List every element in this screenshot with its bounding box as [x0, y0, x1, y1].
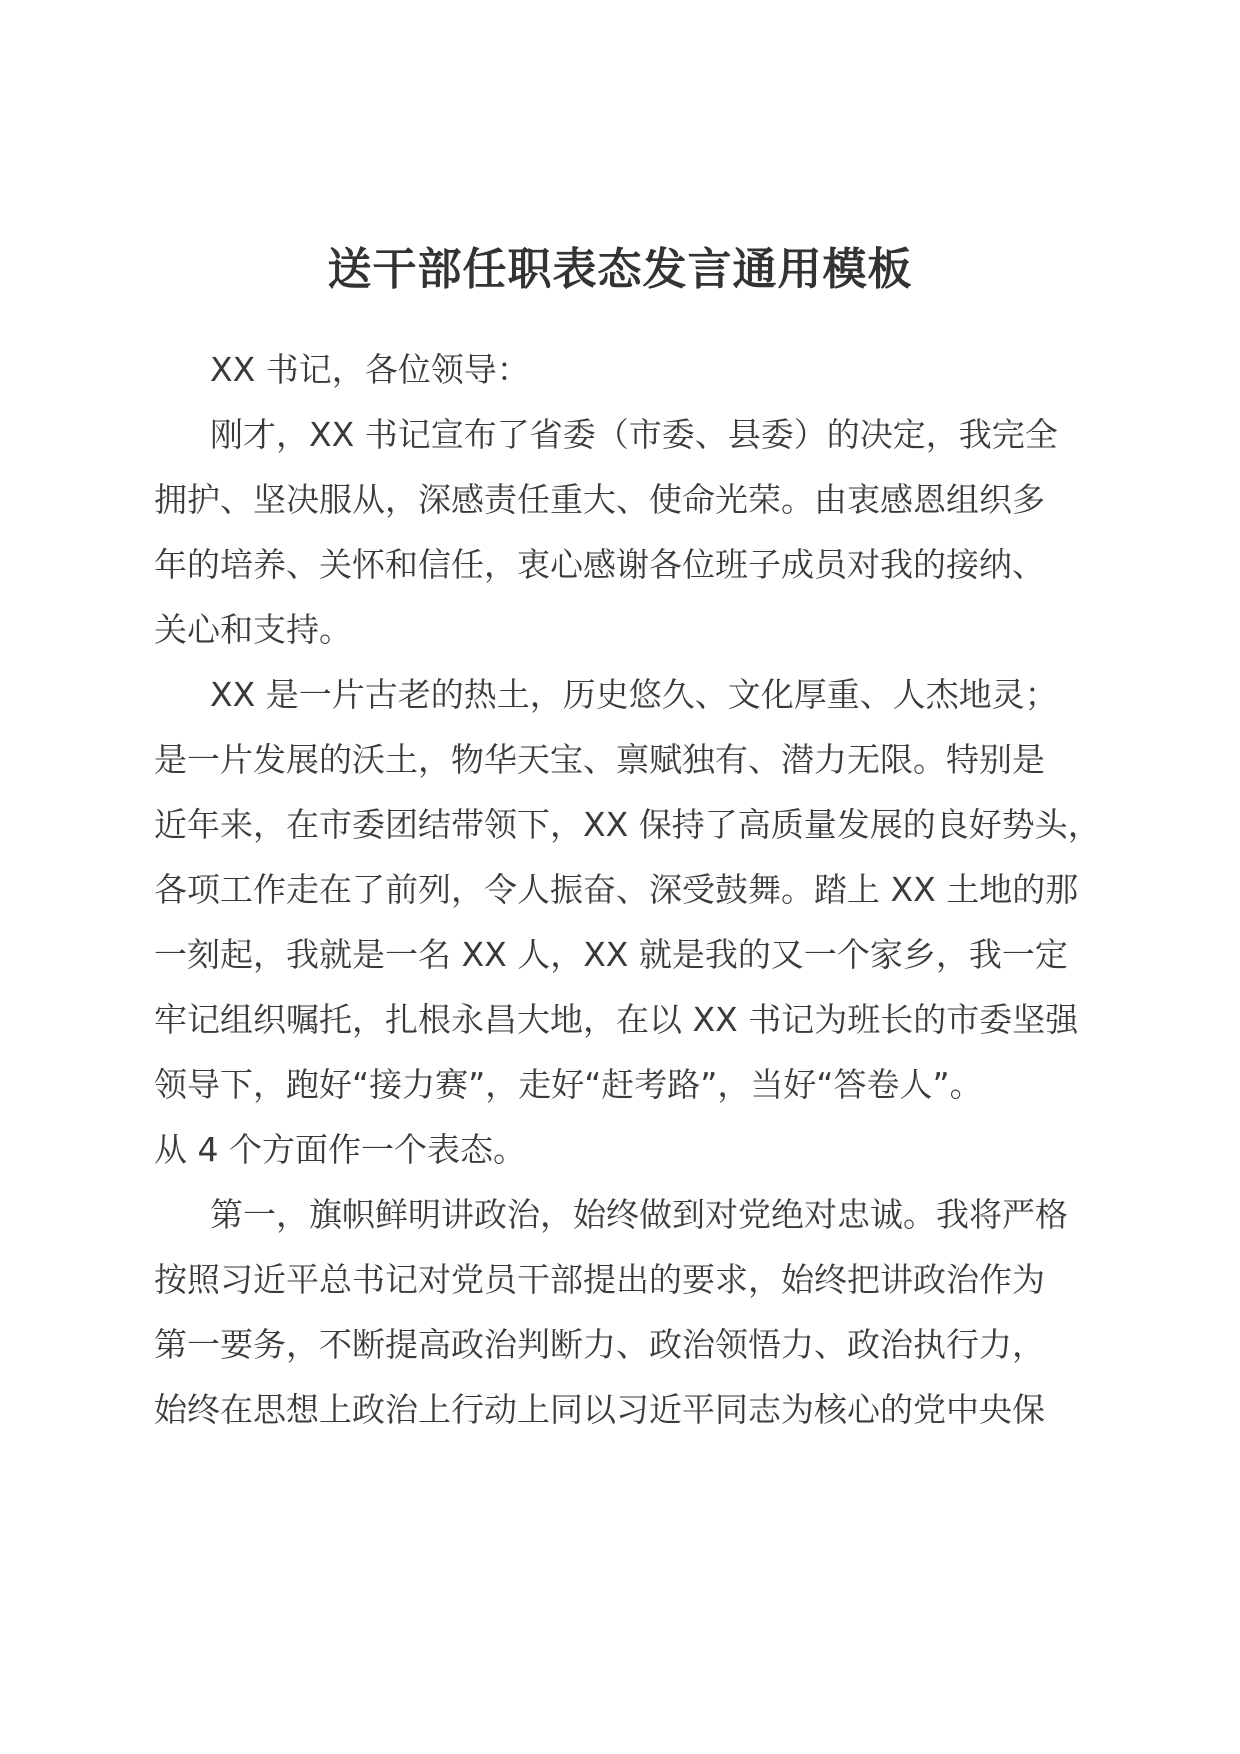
text-line: 第一，旗帜鲜明讲政治，始终做到对党绝对忠诚。我将严格 — [210, 1195, 1068, 1234]
text-line: 关心和支持。 — [154, 610, 352, 649]
text-line: 第一要务，不断提高政治判断力、政治领悟力、政治执行力， — [154, 1325, 1045, 1364]
text-line: 牢记组织嘱托，扎根永昌大地，在以 XX 书记为班长的市委坚强 — [154, 1000, 1079, 1039]
document-body — [154, 337, 1114, 1442]
text-line: 年的培养、关怀和信任，衷心感谢各位班子成员对我的接纳、 — [154, 545, 1045, 584]
text-line: 从 4 个方面作一个表态。 — [154, 1130, 526, 1169]
text-line: 各项工作走在了前列，令人振奋、深受鼓舞。踏上 XX 土地的那 — [154, 870, 1079, 909]
text-line: XX 是一片古老的热土，历史悠久、文化厚重、人杰地灵； — [210, 675, 1058, 714]
text-line: 一刻起，我就是一名 XX 人，XX 就是我的又一个家乡，我一定 — [154, 935, 1068, 974]
text-line: XX 书记，各位领导： — [210, 350, 530, 389]
text-line: 按照习近平总书记对党员干部提出的要求，始终把讲政治作为 — [154, 1260, 1045, 1299]
document-title: 送干部任职表态发言通用模板 — [327, 244, 913, 295]
text-line: 是一片发展的沃土，物华天宝、禀赋独有、潜力无限。特别是 — [154, 740, 1045, 779]
text-line: 始终在思想上政治上行动上同以习近平同志为核心的党中央保 — [154, 1390, 1045, 1429]
text-line: 近年来，在市委团结带领下，XX 保持了高质量发展的良好势头， — [154, 805, 1101, 844]
text-line: 刚才，XX 书记宣布了省委（市委、县委）的决定，我完全 — [210, 415, 1058, 454]
text-line: 领导下，跑好“接力赛”，走好“赶考路”，当好“答卷人”。 — [154, 1065, 983, 1104]
text-line: 拥护、坚决服从，深感责任重大、使命光荣。由衷感恩组织多 — [154, 480, 1045, 519]
